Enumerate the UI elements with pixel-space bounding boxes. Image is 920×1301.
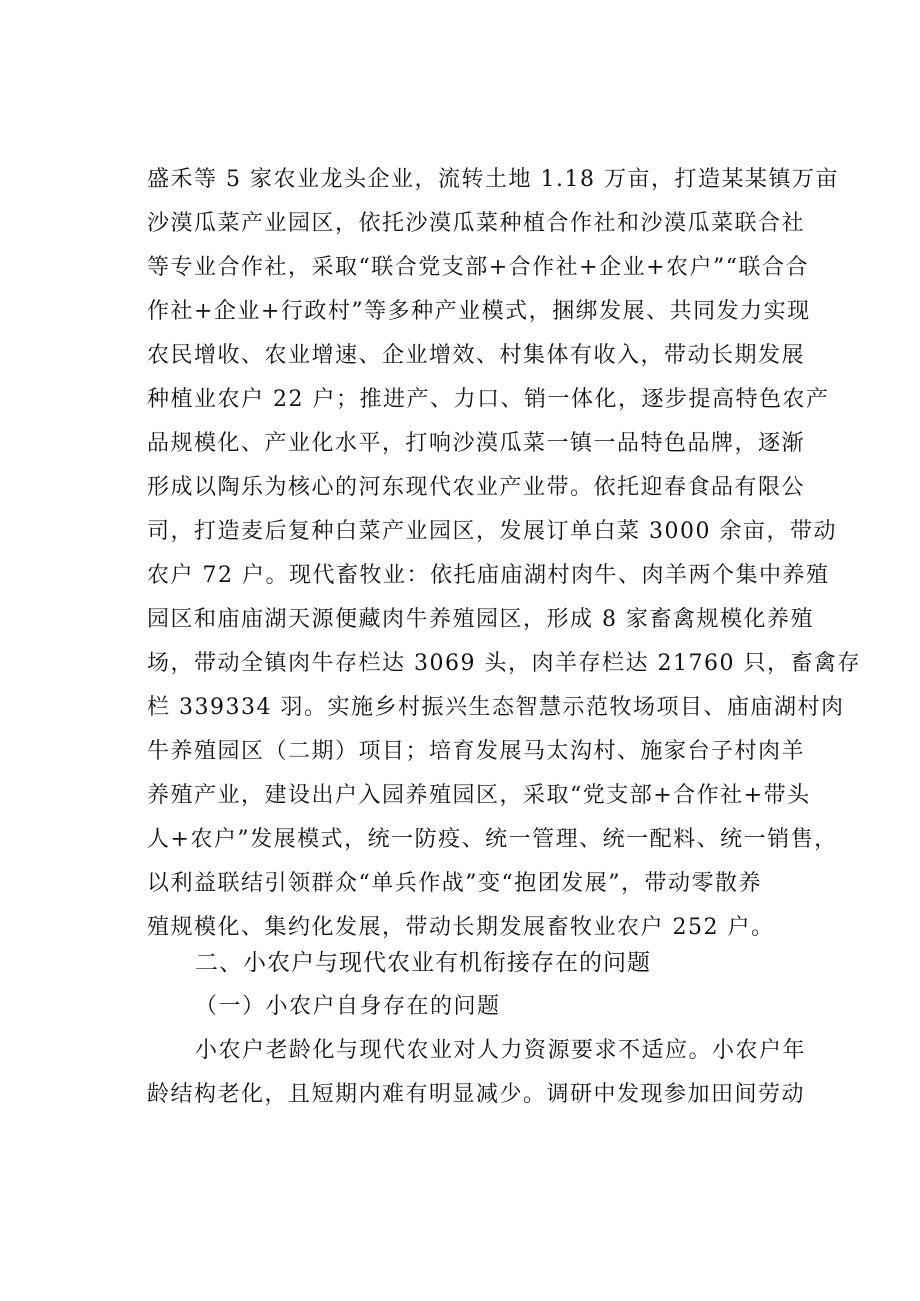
text-line: 农民增收、农业增速、企业增效、村集体有收入，带动长期发展: [147, 343, 806, 368]
text-line: 园区和庙庙湖天源便藏肉牛养殖园区，形成 8 家畜禽规模化养殖: [147, 607, 814, 632]
text-line: 殖规模化、集约化发展，带动长期发展畜牧业农户 252 户。: [147, 915, 775, 940]
text-line: 场，带动全镇肉牛存栏达 3069 头，肉羊存栏达 21760 只，畜禽存: [147, 651, 861, 676]
text-line: 沙漠瓜菜产业园区，依托沙漠瓜菜种植合作社和沙漠瓜菜联合社: [147, 211, 806, 236]
text-line: 种植业农户 22 户；推进产、力口、销一体化，逐步提高特色农产: [147, 387, 830, 412]
subsection-heading: （一）小农户自身存在的问题: [195, 994, 501, 1019]
text-line: 牛养殖园区（二期）项目；培育发展马太沟村、施家台子村肉羊: [147, 739, 806, 764]
text-line: 栏 339334 羽。实施乡村振兴生态智慧示范牧场项目、庙庙湖村肉: [147, 695, 845, 720]
text-line: 龄结构老化，且短期内难有明显减少。调研中发现参加田间劳动: [147, 1082, 806, 1107]
text-line: 小农户老龄化与现代农业对人力资源要求不适应。小农户年: [195, 1038, 807, 1063]
section-heading: 二、小农户与现代农业有机衔接存在的问题: [195, 950, 651, 976]
text-line: 形成以陶乐为核心的河东现代农业产业带。依托迎春食品有限公: [147, 475, 806, 500]
text-line: 盛禾等 5 家农业龙头企业，流转土地 1.18 万亩，打造某某镇万亩: [147, 167, 839, 192]
text-line: 人+农户”发展模式，统一防疫、统一管理、统一配料、统一销售，: [147, 827, 838, 852]
text-line: 司，打造麦后复种白菜产业园区，发展订单白菜 3000 余亩，带动: [147, 519, 837, 544]
text-line: 农户 72 户。现代畜牧业：依托庙庙湖村肉牛、肉羊两个集中养殖: [147, 563, 830, 588]
text-line: 作社+企业+行政村”等多种产业模式，捆绑发展、共同发力实现: [147, 299, 811, 324]
text-line: 品规模化、产业化水平，打响沙漠瓜菜一镇一品特色品牌，逐渐: [147, 431, 806, 456]
text-line: 养殖产业，建设出户入园养殖园区，采取“党支部+合作社+带头: [147, 783, 811, 808]
text-line: 等专业合作社，采取“联合党支部+合作社+企业+农户”“联合合: [147, 255, 810, 280]
text-line: 以利益联结引领群众“单兵作战”变“抱团发展”，带动零散养: [147, 871, 762, 896]
